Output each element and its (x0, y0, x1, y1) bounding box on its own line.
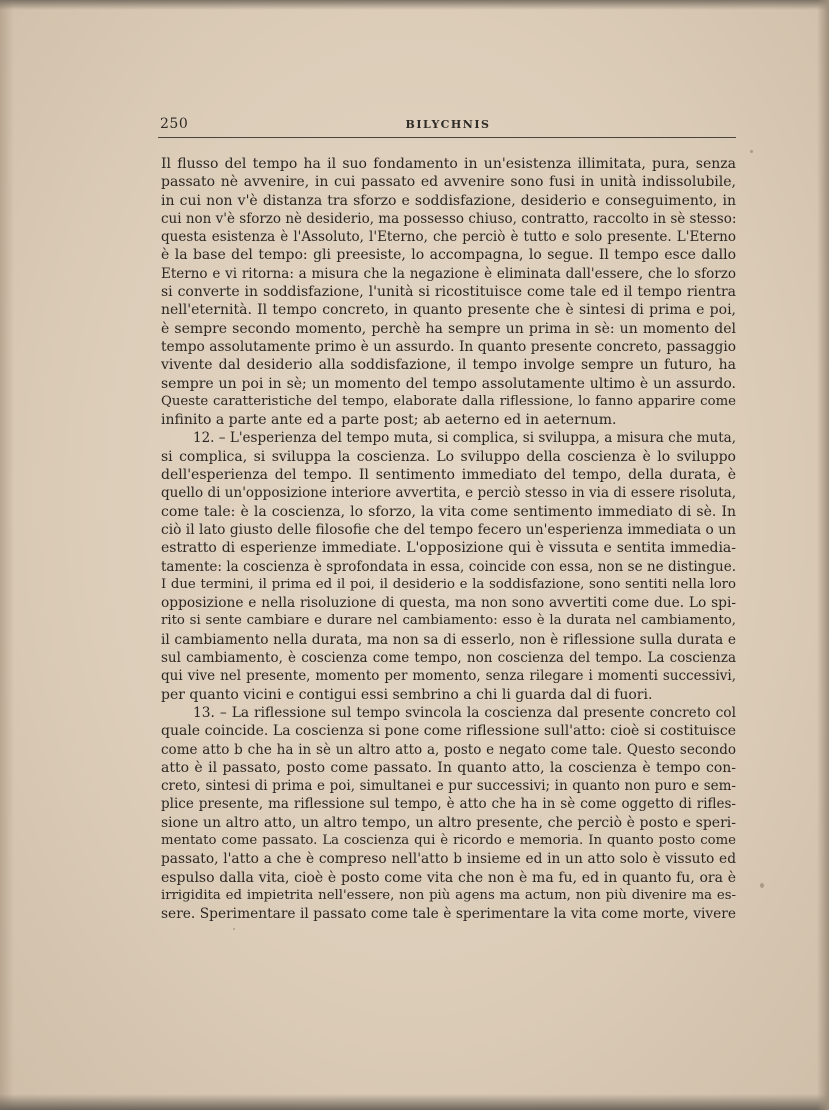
text-line: nell'eternità. Il tempo concreto, in quanto presente che è sintesi di prima e poi, (161, 302, 736, 319)
body-text (161, 155, 736, 923)
text-line: ciò il lato giusto delle filosofie che del tempo fecero un'esperienza immediata o un (161, 521, 736, 538)
text-line: irrigidita ed impietrita nell'essere, non più agens ma actum, non più divenire ma es- (161, 887, 736, 903)
text-line: qui vive nel presente, momento per momento, senza rilegare i momenti successivi, (161, 668, 736, 685)
text-line: infinito a parte ante ed a parte post; ab aeterno ed in aeternum. (161, 412, 617, 429)
text-line: tempo assolutamente primo è un assurdo. In quanto presente concreto, passaggio (161, 338, 736, 355)
text-line: passato, l'atto a che è compreso nell'atto b insieme ed in un atto solo è vissuto ed (161, 851, 736, 868)
text-line: plice presente, ma riflessione sul tempo, è atto che ha in sè come oggetto di rifles- (161, 796, 736, 813)
text-line: quale coincide. La coscienza si pone come riflessione sull'atto: cioè si costituisce (161, 723, 736, 740)
text-line: è sempre secondo momento, perchè ha sempre un prima in sè: un momento del (161, 320, 736, 337)
paper-speck (750, 150, 753, 153)
text-line: Eterno e vi ritorna: a misura che la negazione è eliminata dall'essere, che lo sforzo (161, 265, 736, 282)
text-line: mentato come passato. La coscienza qui è ricordo e memoria. In quanto posto come (161, 832, 736, 848)
page-number: 250 (160, 116, 189, 132)
text-line: cui non v'è sforzo nè desiderio, ma possesso chiuso, contratto, raccolto in sè stesso: (161, 210, 736, 227)
text-line: creto, sintesi di prima e poi, simultanei e pur successivi; in quanto non puro e sem- (161, 778, 736, 795)
text-line: sere. Sperimentare il passato come tale è sperimentare la vita come morte, vivere (161, 906, 736, 923)
paper-speck (233, 928, 235, 930)
text-line: passato nè avvenire, in cui passato ed avvenire sono fusi in unità indissolubile, (161, 174, 736, 191)
text-line: come tale: è la coscienza, lo sforzo, la vita come sentimento immediato di sè. In (161, 503, 736, 520)
text-line: il cambiamento nella durata, ma non sa di esserlo, non è riflessione sulla durata e (161, 631, 736, 648)
text-line: Queste caratteristiche del tempo, elaborate dalla riflessione, lo fanno apparire come (161, 393, 736, 409)
page-bottom-shadow (0, 1094, 829, 1110)
text-line: Il flusso del tempo ha il suo fondamento in un'esistenza illimitata, pura, senza (161, 156, 736, 172)
text-line: espulso dalla vita, cioè è posto come vita che non è ma fu, ed in quanto fu, ora è (161, 869, 736, 886)
running-head (160, 116, 736, 136)
text-line: sul cambiamento, è coscienza come tempo, non coscienza del tempo. La coscienza (161, 650, 736, 667)
text-line: è la base del tempo: gli preesiste, lo accompagna, lo segue. Il tempo esce dallo (161, 247, 736, 264)
text-line: sione un altro atto, un altro tempo, un altro presente, che perciò è posto e speri- (161, 814, 736, 831)
text-line: dell'esperienza del tempo. Il sentimento immediato del tempo, della durata, è (161, 467, 736, 484)
journal-title: BILYCHNIS (405, 118, 491, 131)
text-line: rito si sente cambiare e durare nel cambiamento: esso è la durata nel cambiamento, (161, 613, 736, 629)
page-top-shadow (0, 0, 829, 10)
text-line: si converte in soddisfazione, l'unità si ricostituisce come tale ed il tempo rientra (161, 284, 736, 301)
text-line: come atto b che ha in sè un altro atto a, posto e negato come tale. Questo secondo (161, 741, 736, 758)
text-line: tamente: la coscienza è sprofondata in essa, coincide con essa, non se ne distingue. (161, 558, 736, 575)
text-line: sempre un poi in sè; un momento del tempo assolutamente ultimo è un assurdo. (161, 375, 736, 392)
text-line: vivente dal desiderio alla soddisfazione, il tempo involge sempre un futuro, ha (161, 357, 736, 374)
text-line: per quanto vicini e contigui essi sembrino a chi li guarda dal di fuori. (161, 686, 653, 703)
text-line: si complica, si sviluppa la coscienza. Lo sviluppo della coscienza è lo sviluppo (161, 448, 736, 465)
text-line: quello di un'opposizione interiore avvertita, e perciò stesso in via di essere risoluta, (161, 485, 736, 502)
text-line: estratto di esperienze immediate. L'opposizione qui è vissuta e sentita immedia- (161, 540, 736, 557)
text-line: I due termini, il prima ed il poi, il desiderio e la soddisfazione, sono sentiti nella loro (161, 576, 736, 592)
text-line: questa esistenza è l'Assoluto, l'Eterno, che perciò è tutto e solo presente. L'Eterno (161, 229, 736, 246)
text-line-section-12: 12. – L'esperienza del tempo muta, si complica, si sviluppa, a misura che muta, (193, 430, 736, 447)
text-line: opposizione e nella risoluzione di questa, ma non sono avvertiti come due. Lo spi- (161, 595, 736, 612)
paper-speck (760, 883, 764, 888)
header-rule (158, 137, 736, 138)
text-line: in cui non v'è distanza tra sforzo e soddisfazione, desiderio e conseguimento, in (161, 192, 736, 209)
text-line: atto è il passato, posto come passato. In quanto atto, la coscienza è tempo con- (161, 759, 736, 776)
text-line-section-13: 13. – La riflessione sul tempo svincola la coscienza dal presente concreto col (193, 704, 736, 721)
